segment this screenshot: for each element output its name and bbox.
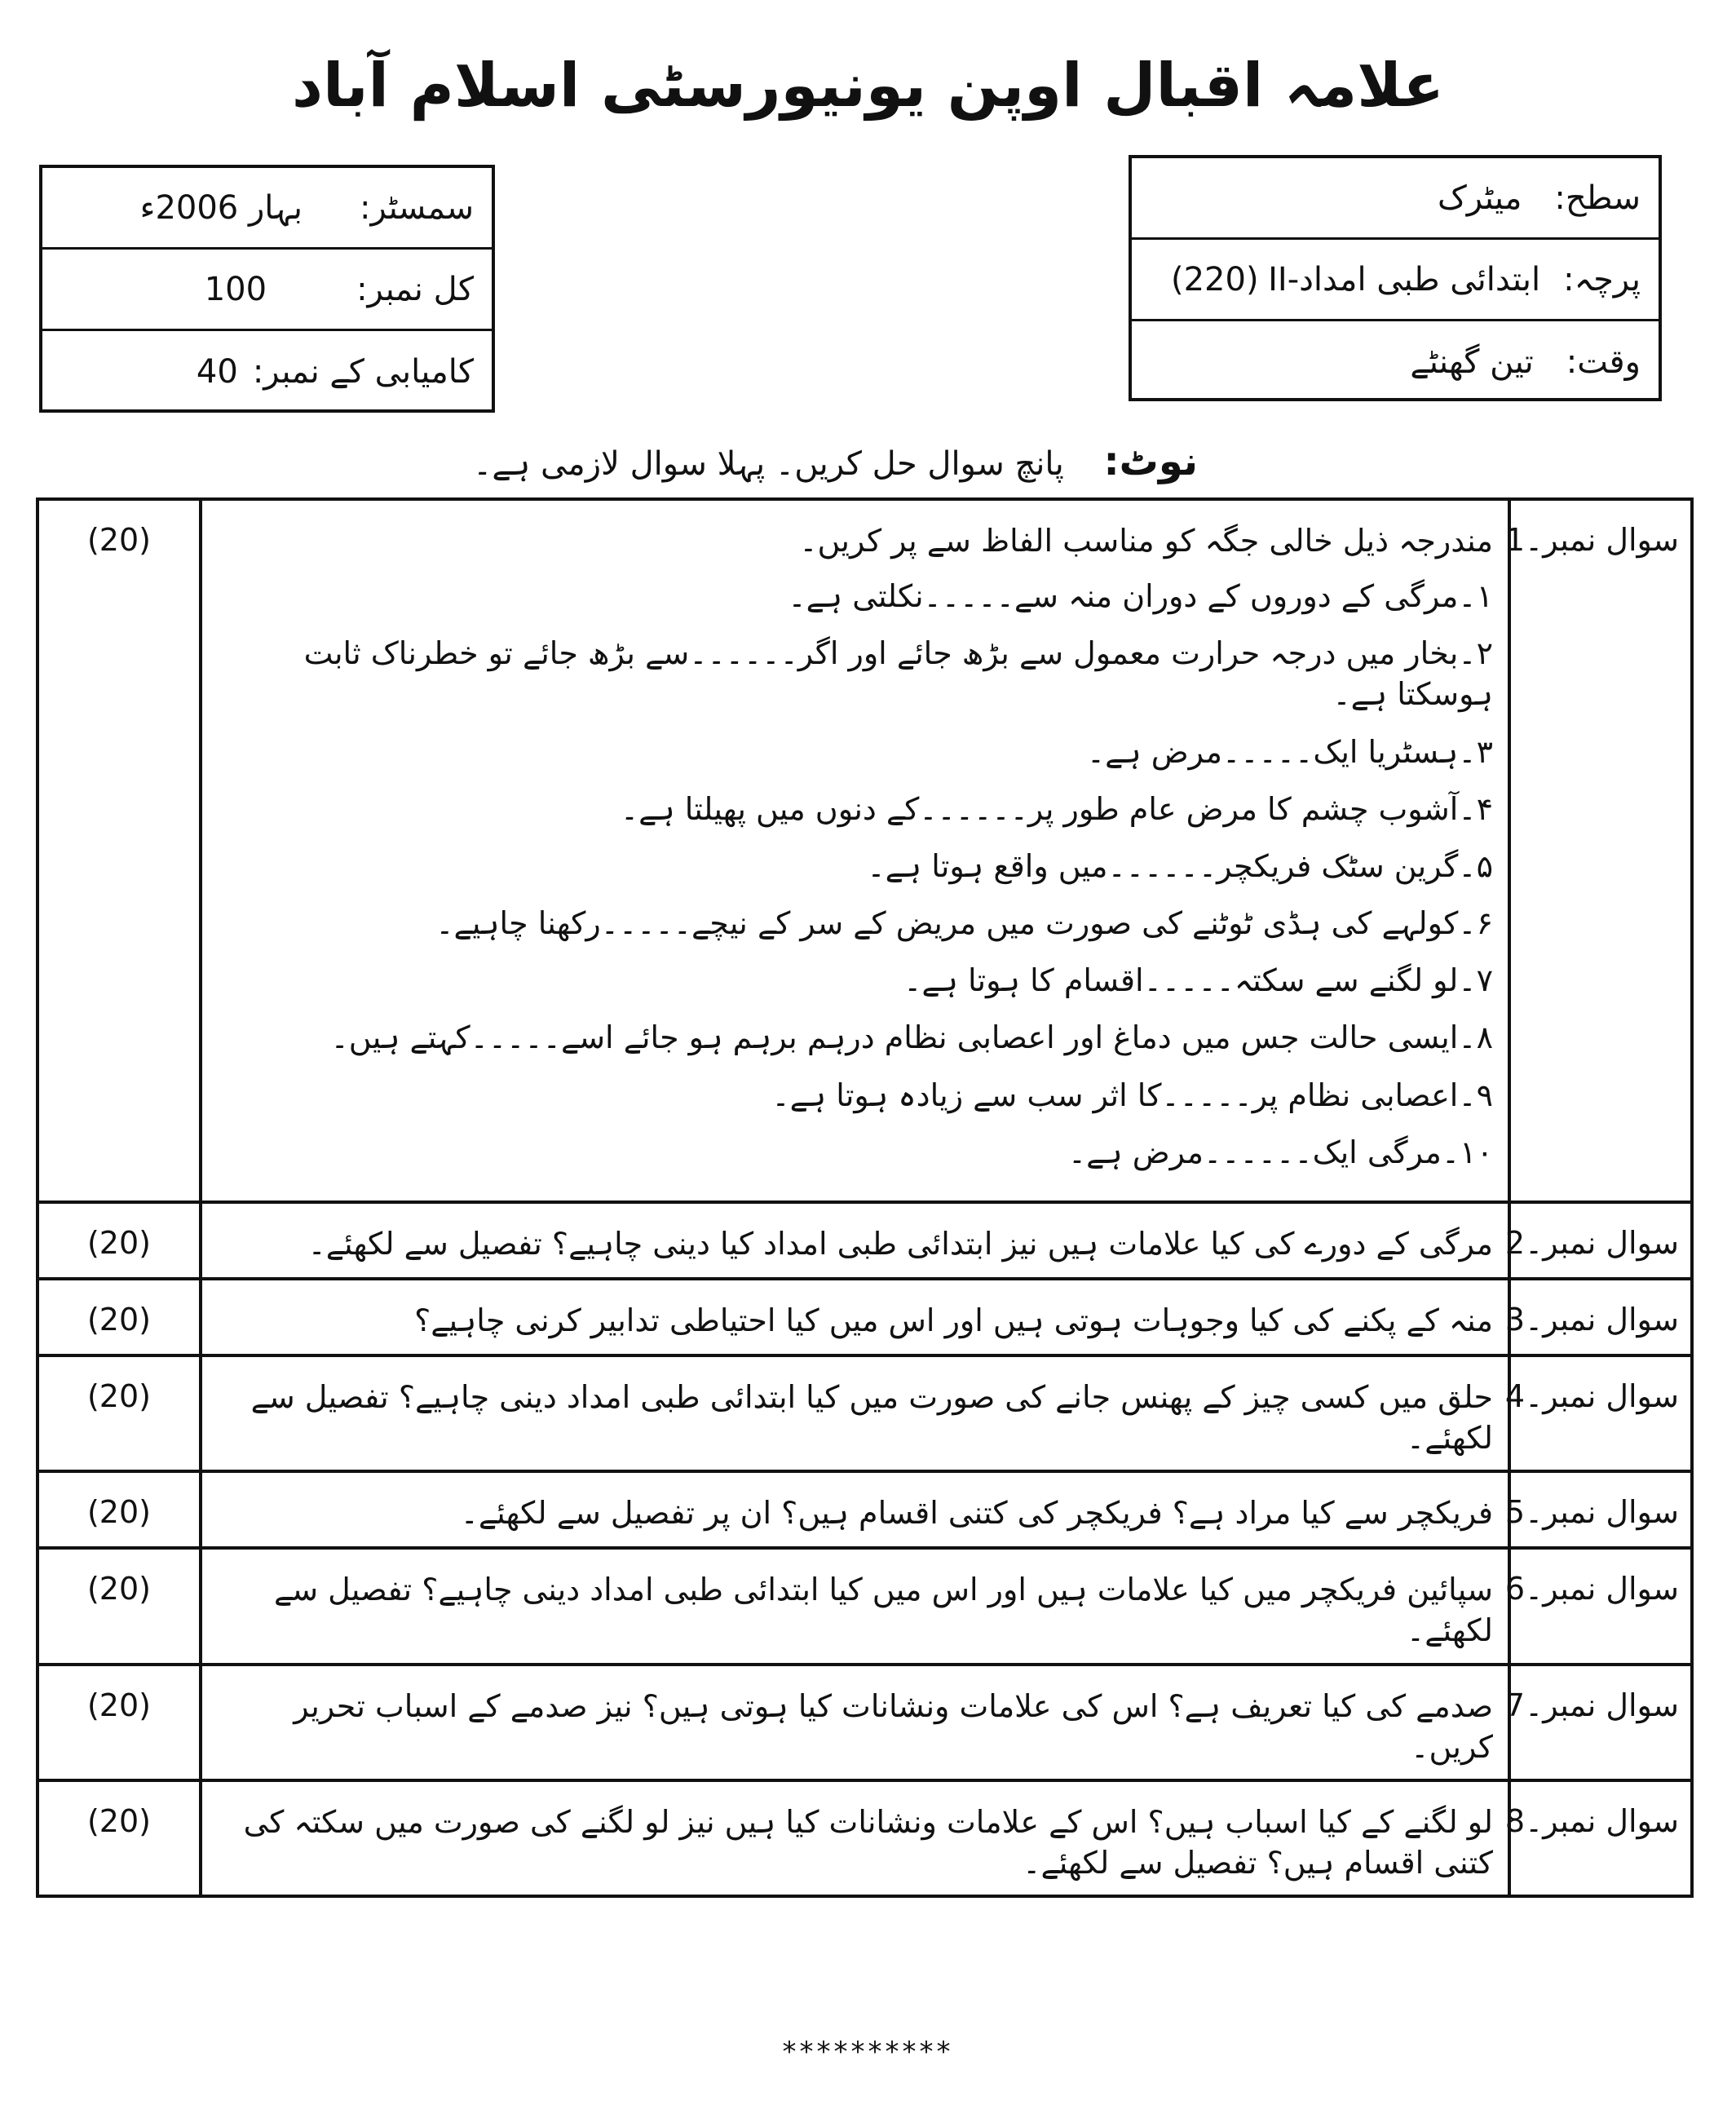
question-row-2 [38,1202,1692,1279]
question-number: سوال نمبر۔7 [1509,1665,1692,1780]
pass-marks-label: کامیابی کے نمبر: [252,353,474,391]
fill-blank-item-9: ۹۔اعصابی نظام پر۔۔۔۔۔کا اثر سب سے زیادہ ہوتا ہے۔ [771,1077,1493,1113]
question-number: سوال نمبر۔8 [1509,1780,1692,1896]
question-marks: (20) [38,1202,201,1279]
question-marks: (20) [38,1471,201,1548]
question-text: مرگی کے دورے کی کیا علامات ہیں نیز ابتدائی طبی امداد کیا دینی چاہیے؟ تفصیل سے لکھئے۔ [201,1202,1509,1279]
pass-marks-row [42,331,492,413]
questions-table [36,497,1694,1898]
note-text: پانچ سوال حل کریں۔ پہلا سوال لازمی ہے۔ [472,445,1064,483]
question-text: صدمے کی کیا تعریف ہے؟ اس کی علامات ونشانات کیا ہوتی ہیں؟ نیز صدمے کے اسباب تحریر کریں۔ [201,1665,1509,1780]
pass-marks-value: 40 [196,353,238,391]
fill-blank-item-4: ۴۔آشوب چشم کا مرض عام طور پر۔۔۔۔۔۔کے دنوں میں پھیلتا ہے۔ [620,790,1493,827]
total-marks-value: 100 [204,270,267,308]
fill-blank-item-6: ۶۔کولہے کی ہڈی ٹوٹنے کی صورت میں مریض کے سر کے نیچے۔۔۔۔۔رکھنا چاہیے۔ [435,905,1493,942]
fill-blank-item-3: ۳۔ہسٹریا ایک۔۔۔۔۔مرض ہے۔ [1086,733,1493,770]
question-number: سوال نمبر۔5 [1509,1471,1692,1548]
question-text: فریکچر سے کیا مراد ہے؟ فریکچر کی کتنی اقسام ہیں؟ ان پر تفصیل سے لکھئے۔ [201,1471,1509,1548]
note [473,439,1198,484]
time-value: تین گھنٹے [1410,343,1534,381]
question-number: سوال نمبر۔1 [1509,499,1692,1202]
question-row-6 [38,1548,1692,1664]
university-title: علامہ اقبال اوپن یونیورسٹی اسلام آباد [292,51,1444,121]
note-label: نوٹ: [1103,439,1198,484]
fill-blank-item-10: ۱۰۔مرگی ایک۔۔۔۔۔۔مرض ہے۔ [1067,1134,1493,1170]
paper-label: پرچہ: [1563,260,1641,298]
end-of-paper-marker: ********** [782,2036,954,2068]
question-instruction: مندرجہ ذیل خالی جگہ کو مناسب الفاظ سے پر کریں۔ [799,523,1493,559]
question-number: سوال نمبر۔2 [1509,1202,1692,1279]
marks-info-box [39,165,495,413]
semester-value: بہار 2006ء [139,188,303,227]
level-value: میٹرک [1437,179,1522,217]
question-row-8 [38,1780,1692,1896]
question-marks: (20) [38,1548,201,1664]
question-marks: (20) [38,499,201,1202]
fill-blank-item-2: ۲۔بخار میں درجہ حرارت معمول سے بڑھ جائے اور اگر۔۔۔۔۔۔سے بڑھ جائے تو خطرناک ثابت ہوسکتا ہے۔ [303,635,1493,713]
question-marks: (20) [38,1355,201,1471]
question-row-3 [38,1279,1692,1355]
question-row-1 [38,499,1692,1202]
total-marks-row [42,250,492,331]
question-number: سوال نمبر۔4 [1509,1355,1692,1471]
question-number: سوال نمبر۔3 [1509,1279,1692,1355]
semester-label: سمسٹر: [360,188,474,227]
question-row-7 [38,1665,1692,1780]
question-text: منہ کے پکنے کی کیا وجوہات ہوتی ہیں اور اس میں کیا احتیاطی تدابیر کرنی چاہیے؟ [201,1279,1509,1355]
paper-info-box [1129,155,1662,401]
question-marks: (20) [38,1665,201,1780]
question-text [201,499,1509,1202]
fill-blank-item-7: ۷۔لو لگنے سے سکتہ۔۔۔۔۔اقسام کا ہوتا ہے۔ [903,962,1493,999]
total-marks-label: کل نمبر: [356,270,474,308]
level-row [1132,158,1659,240]
paper-code: (220) [1171,260,1259,298]
fill-blank-item-8: ۸۔ایسی حالت جس میں دماغ اور اعصابی نظام درہم برہم ہو جائے اسے۔۔۔۔۔کہتے ہیں۔ [330,1019,1493,1056]
question-row-4 [38,1355,1692,1471]
question-text: حلق میں کسی چیز کے پھنس جانے کی صورت میں کیا ابتدائی طبی امداد دینی چاہیے؟ تفصیل سے لکھئے۔ [201,1355,1509,1471]
question-row-5 [38,1471,1692,1548]
semester-row [42,168,492,250]
time-label: وقت: [1566,343,1641,381]
question-marks: (20) [38,1780,201,1896]
question-text: لو لگنے کے کیا اسباب ہیں؟ اس کے علامات ونشانات کیا ہیں نیز لو لگنے کی صورت میں سکتہ کی کتنی اقسام ہیں؟ تفصیل سے لکھئے۔ [201,1780,1509,1896]
fill-blank-item-1: ۱۔مرگی کے دوروں کے دوران منہ سے۔۔۔۔۔نکلتی ہے۔ [788,578,1493,615]
paper-row [1132,240,1659,321]
time-row [1132,321,1659,403]
paper-value: ابتدائی طبی امداد-II [1268,260,1541,298]
question-number: سوال نمبر۔6 [1509,1548,1692,1664]
level-label: سطح: [1554,179,1641,217]
fill-blank-item-5: ۵۔گرین سٹک فریکچر۔۔۔۔۔۔میں واقع ہوتا ہے۔ [867,847,1493,884]
question-marks: (20) [38,1279,201,1355]
question-text: سپائین فریکچر میں کیا علامات ہیں اور اس میں کیا ابتدائی طبی امداد دینی چاہیے؟ تفصیل سے لکھئے۔ [201,1548,1509,1664]
